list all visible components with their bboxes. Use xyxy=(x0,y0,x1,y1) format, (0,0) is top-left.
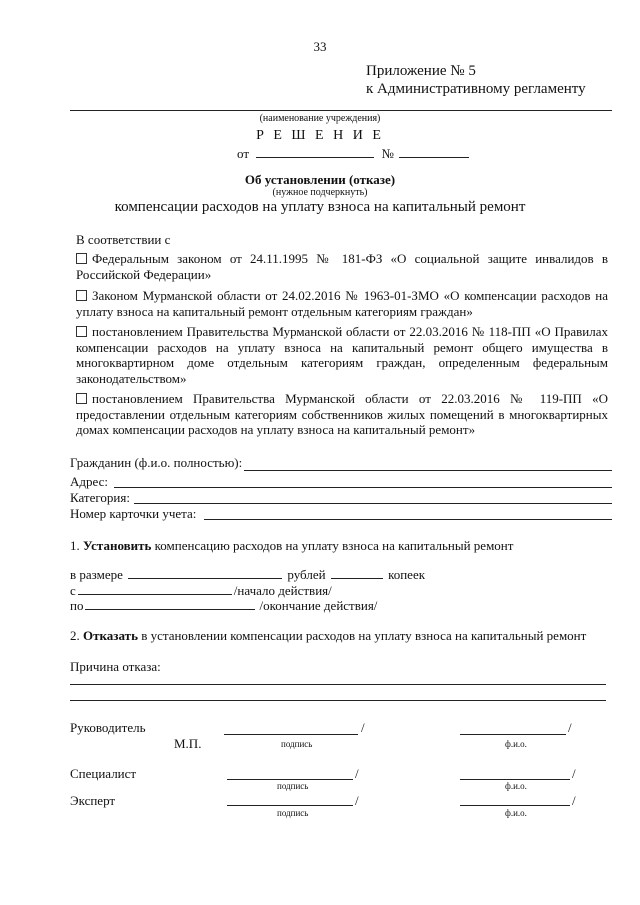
expert-slash-1: / xyxy=(355,793,359,808)
card-number-field[interactable] xyxy=(204,519,612,520)
section-1-text: компенсацию расходов на уплату взноса на капитальный ремонт xyxy=(151,538,514,553)
institution-caption: (наименование учреждения) xyxy=(259,113,381,124)
decision-from-label: от xyxy=(237,146,250,161)
head-label: Руководитель xyxy=(70,720,146,735)
refusal-reason-label: Причина отказа: xyxy=(70,659,161,674)
section-1-bold: Установить xyxy=(83,538,152,553)
citizen-field[interactable] xyxy=(244,470,612,471)
address-field[interactable] xyxy=(114,487,612,488)
amount-row xyxy=(70,567,425,583)
decision-date-field[interactable] xyxy=(256,157,374,158)
stamp-label: М.П. xyxy=(174,736,202,751)
checkbox-icon[interactable] xyxy=(76,253,87,264)
amount-rubles-field[interactable] xyxy=(128,578,282,579)
category-field[interactable] xyxy=(134,503,612,504)
head-signature-caption: подпись xyxy=(281,739,313,749)
from-label: с xyxy=(70,583,76,598)
decision-date-number xyxy=(237,146,469,162)
legal-basis-4-text: постановлением Правительства Мурманской области от 22.03.2016 № 119-ПП «О предоставлении отдельным категориям собственников жилых помещений в многоквартирных домах компенсации расходов на уплату взноса на капитальный ремонт» xyxy=(76,391,608,437)
specialist-signature-caption: подпись xyxy=(277,781,309,791)
checkbox-icon[interactable] xyxy=(76,326,87,337)
page-number: 33 xyxy=(313,39,327,54)
to-label: по xyxy=(70,598,84,613)
legal-basis-4 xyxy=(76,391,608,438)
kopeks-label: копеек xyxy=(388,567,426,582)
legal-basis-2 xyxy=(76,288,608,319)
card-number-label: Номер карточки учета: xyxy=(70,506,197,521)
head-name-caption: ф.и.о. xyxy=(505,739,527,749)
expert-signature-field[interactable] xyxy=(227,805,353,806)
legal-basis-3-text: постановлением Правительства Мурманской области от 22.03.2016 № 118-ПП «О Правилах компенсации расходов на уплату взноса на капитальный ремонт общего имущества в многоквартирном доме отдельным категориям граждан, определенным федеральным законодательством» xyxy=(76,324,608,386)
section-2-heading xyxy=(70,628,586,644)
expert-signature-caption: подпись xyxy=(277,808,309,818)
amount-kopeks-field[interactable] xyxy=(331,578,383,579)
specialist-signature-field[interactable] xyxy=(227,779,353,780)
subject-bold: Об установлении (отказе) xyxy=(244,172,396,187)
expert-slash-2: / xyxy=(572,793,576,808)
legal-basis-2-text: Законом Мурманской области от 24.02.2016 № 1963-01-ЗМО «О компенсации расходов на уплату взноса на капитальный ремонт отдельным категориям граждан» xyxy=(76,288,608,319)
end-date-field[interactable] xyxy=(85,609,255,610)
start-row xyxy=(70,583,332,599)
start-date-field[interactable] xyxy=(78,594,232,595)
checkbox-icon[interactable] xyxy=(76,393,87,404)
legal-basis-1-text: Федеральным законом от 24.11.1995 № 181-ФЗ «О социальной защите инвалидов в Российской Федерации» xyxy=(76,251,608,282)
section-2-bold: Отказать xyxy=(83,628,138,643)
refusal-reason-line-1[interactable] xyxy=(70,684,606,685)
legal-basis-3 xyxy=(76,324,608,386)
head-name-field[interactable] xyxy=(460,734,566,735)
section-2-text: в установлении компенсации расходов на уплату взноса на капитальный ремонт xyxy=(137,628,587,643)
appendix-line-2: к Административному регламенту xyxy=(366,81,586,97)
according-to: В соответствии с xyxy=(76,232,171,247)
category-label: Категория: xyxy=(70,490,130,505)
subject-note: (нужное подчеркнуть) xyxy=(272,187,368,198)
expert-name-caption: ф.и.о. xyxy=(505,808,527,818)
specialist-slash-1: / xyxy=(355,766,359,781)
section-1-number: 1. xyxy=(70,538,80,553)
expert-name-field[interactable] xyxy=(460,805,570,806)
specialist-label: Специалист xyxy=(70,766,137,781)
specialist-slash-2: / xyxy=(572,766,576,781)
decision-number-label: № xyxy=(381,146,394,161)
rubles-label: рублей xyxy=(287,567,326,582)
section-2-number: 2. xyxy=(70,628,80,643)
head-slash-1: / xyxy=(361,720,365,735)
expert-label: Эксперт xyxy=(70,793,116,808)
decision-title: Р Е Ш Е Н И Е xyxy=(256,128,384,143)
subject-text: компенсации расходов на уплату взноса на капитальный ремонт xyxy=(114,199,526,215)
appendix-line-1: Приложение № 5 xyxy=(366,63,476,79)
end-row xyxy=(70,598,377,614)
head-slash-2: / xyxy=(568,720,572,735)
specialist-name-field[interactable] xyxy=(460,779,570,780)
section-1-heading xyxy=(70,538,513,554)
checkbox-icon[interactable] xyxy=(76,290,87,301)
head-signature-field[interactable] xyxy=(224,734,358,735)
end-note: /окончание действия/ xyxy=(259,598,378,613)
citizen-label: Гражданин (ф.и.о. полностью): xyxy=(70,455,243,470)
address-label: Адрес: xyxy=(70,474,108,489)
legal-basis-1 xyxy=(76,251,608,282)
specialist-name-caption: ф.и.о. xyxy=(505,781,527,791)
start-note: /начало действия/ xyxy=(233,583,332,598)
amount-label: в размере xyxy=(70,567,123,582)
decision-number-field[interactable] xyxy=(399,157,469,158)
institution-line xyxy=(70,110,612,111)
refusal-reason-line-2[interactable] xyxy=(70,700,606,701)
